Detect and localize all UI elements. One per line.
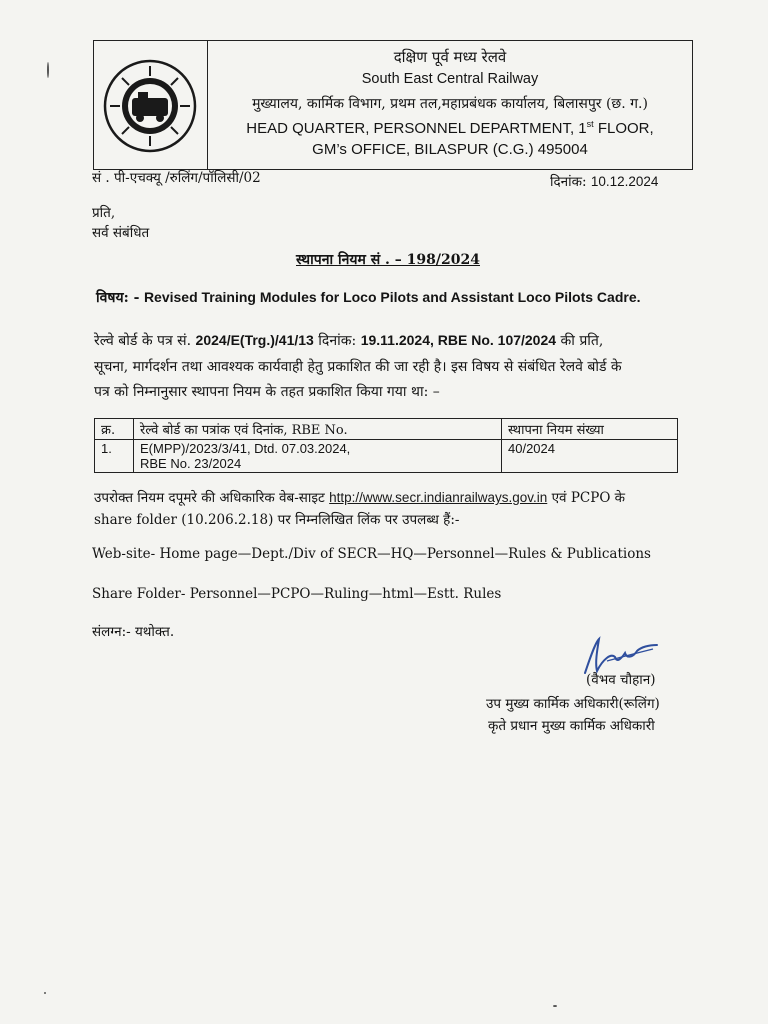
subject-line: विषय: - Revised Training Modules for Loco Pilots and Assistant Loco Pilots Cadre. bbox=[96, 289, 641, 306]
body-line-1: रेल्वे बोर्ड के पत्र सं. 2024/E(Trg.)/41/13 दिनांक: 19.11.2024, RBE No. 107/2024 की प्रति, bbox=[94, 332, 604, 349]
rule-title: स्थापना नियम सं . – 198/2024 bbox=[296, 252, 480, 268]
availability-line-2: share folder (10.206.2.18) पर निम्नलिखित लिंक पर उपलब्ध हैं:- bbox=[94, 512, 460, 528]
header-rule-number: स्थापना नियम संख्या bbox=[502, 419, 678, 440]
cell-sno: 1. bbox=[95, 440, 134, 473]
header-sno: क्र. bbox=[95, 419, 134, 440]
scan-mark bbox=[47, 62, 49, 78]
share-folder-path: Share Folder- Personnel—PCPO—Ruling—html—Estt. Rules bbox=[92, 586, 502, 602]
website-link[interactable]: http://www.secr.indianrailways.gov.in bbox=[329, 490, 548, 505]
header-reference: रेल्वे बोर्ड का पत्रांक एवं दिनांक, RBE No. bbox=[134, 419, 502, 440]
address-english-line2: GM’s OFFICE, BILASPUR (C.G.) 495004 bbox=[312, 141, 588, 158]
body-line-2: सूचना, मार्गदर्शन तथा आवश्यक कार्यवाही हेतु प्रकाशित की जा रही है। इस विषय से संबंधित रेलवे बोर्ड के bbox=[94, 359, 622, 375]
reference-number: सं . पी-एचक्यू /रुलिंग/पॉलिसी/02 bbox=[92, 170, 261, 186]
reference-table bbox=[94, 418, 678, 473]
website-path: Web-site- Home page—Dept./Div of SECR—HQ—Personnel—Rules & Publications bbox=[92, 546, 651, 562]
signatory-name: (वैभव चौहान) bbox=[586, 672, 656, 688]
table-header-row bbox=[95, 419, 678, 440]
body-line-3: पत्र को निम्नानुसार स्थापना नियम के तहत प्रकाशित किया गया था: – bbox=[94, 384, 440, 400]
scan-mark bbox=[44, 992, 46, 994]
cell-reference: E(MPP)/2023/3/41, Dtd. 07.03.2024, RBE No. 23/2024 bbox=[134, 440, 502, 473]
availability-line-1: उपरोक्त नियम दपूमरे की अधिकारिक वेब-साइट http://www.secr.indianrailways.gov.in एवं PCPO के bbox=[94, 490, 626, 506]
scan-mark bbox=[553, 1005, 557, 1007]
letterhead bbox=[93, 40, 693, 170]
cell-rule-number: 40/2024 bbox=[502, 440, 678, 473]
address-english-line1: HEAD QUARTER, PERSONNEL DEPARTMENT, 1st FLOOR, bbox=[246, 119, 654, 137]
signatory-for: कृते प्रधान मुख्य कार्मिक अधिकारी bbox=[488, 718, 655, 734]
subject-text: Revised Training Modules for Loco Pilots and Assistant Loco Pilots Cadre. bbox=[143, 289, 641, 305]
letter-date: दिनांक: 10.12.2024 bbox=[550, 174, 659, 190]
addressee: सर्व संबंधित bbox=[92, 225, 150, 241]
table-row bbox=[95, 440, 678, 473]
indian-railways-logo-icon bbox=[102, 58, 198, 154]
org-name-english: South East Central Railway bbox=[361, 71, 539, 87]
address-hindi: मुख्यालय, कार्मिक विभाग, प्रथम तल,महाप्रबंधक कार्यालय, बिलासपुर (छ. ग.) bbox=[252, 96, 648, 112]
signatory-designation: उप मुख्य कार्मिक अधिकारी(रूलिंग) bbox=[486, 696, 660, 712]
enclosure: संलग्न:- यथोक्त. bbox=[92, 624, 175, 640]
org-name-hindi: दक्षिण पूर्व मध्य रेलवे bbox=[393, 48, 507, 66]
to-label: प्रति, bbox=[92, 205, 116, 221]
logo-cell bbox=[94, 41, 208, 169]
